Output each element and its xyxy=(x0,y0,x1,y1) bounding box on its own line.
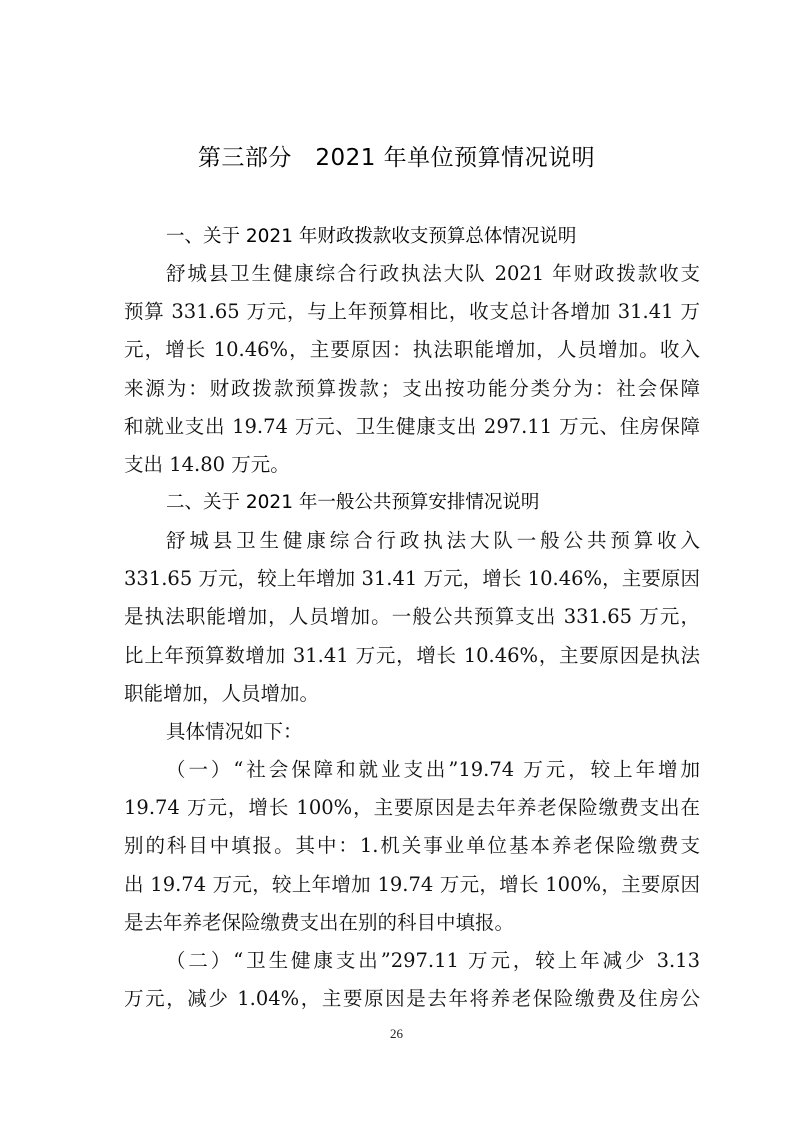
page-number: 26 xyxy=(390,1026,403,1041)
item-1-line: 出 19.74 万元，较上年增加 19.74 万元，增长 100%，主要原因 xyxy=(124,873,700,896)
item-1-line: （一）“社会保障和就业支出”19.74 万元，较上年增加 xyxy=(166,758,700,781)
section-1-line: 支出 14.80 万元。 xyxy=(124,453,290,476)
item-2-line: （二）“卫生健康支出”297.11 万元，较上年减少 3.13 xyxy=(166,949,700,972)
section-1-line: 元，增长 10.46%，主要原因：执法职能增加，人员增加。收入 xyxy=(124,338,700,361)
item-1-line: 别的科目中填报。其中：1.机关事业单位基本养老保险缴费支 xyxy=(124,834,700,857)
item-1-line: 19.74 万元，增长 100%，主要原因是去年养老保险缴费支出在 xyxy=(124,796,700,819)
item-1-line: 是去年养老保险缴费支出在别的科目中填报。 xyxy=(124,911,515,934)
section-1-line: 舒城县卫生健康综合行政执法大队 2021 年财政拨款收支 xyxy=(166,262,700,285)
item-2-line: 万元，减少 1.04%，主要原因是去年将养老保险缴费及住房公 xyxy=(124,987,700,1010)
intro-text: 具体情况如下： xyxy=(166,720,303,743)
section-2-line: 是执法职能增加，人员增加。一般公共预算支出 331.65 万元， xyxy=(124,605,700,628)
section-2-line: 331.65 万元，较上年增加 31.41 万元，增长 10.46%，主要原因 xyxy=(124,567,700,590)
section-1-line: 和就业支出 19.74 万元、卫生健康支出 297.11 万元、住房保障 xyxy=(124,415,700,438)
section-2-heading: 二、关于 2021 年一般公共预算安排情况说明 xyxy=(166,492,540,513)
section-1-line: 预算 331.65 万元，与上年预算相比，收支总计各增加 31.41 万 xyxy=(124,300,700,323)
section-2-line: 比上年预算数增加 31.41 万元，增长 10.46%，主要原因是执法 xyxy=(124,644,700,667)
page-title: 第三部分 2021 年单位预算情况说明 xyxy=(197,145,596,171)
section-2-line: 舒城县卫生健康综合行政执法大队一般公共预算收入 xyxy=(166,529,700,552)
section-2-line: 职能增加，人员增加。 xyxy=(124,682,320,705)
section-1-line: 来源为：财政拨款预算拨款；支出按功能分类分为：社会保障 xyxy=(124,377,700,400)
section-1-heading: 一、关于 2021 年财政拨款收支预算总体情况说明 xyxy=(166,226,577,247)
